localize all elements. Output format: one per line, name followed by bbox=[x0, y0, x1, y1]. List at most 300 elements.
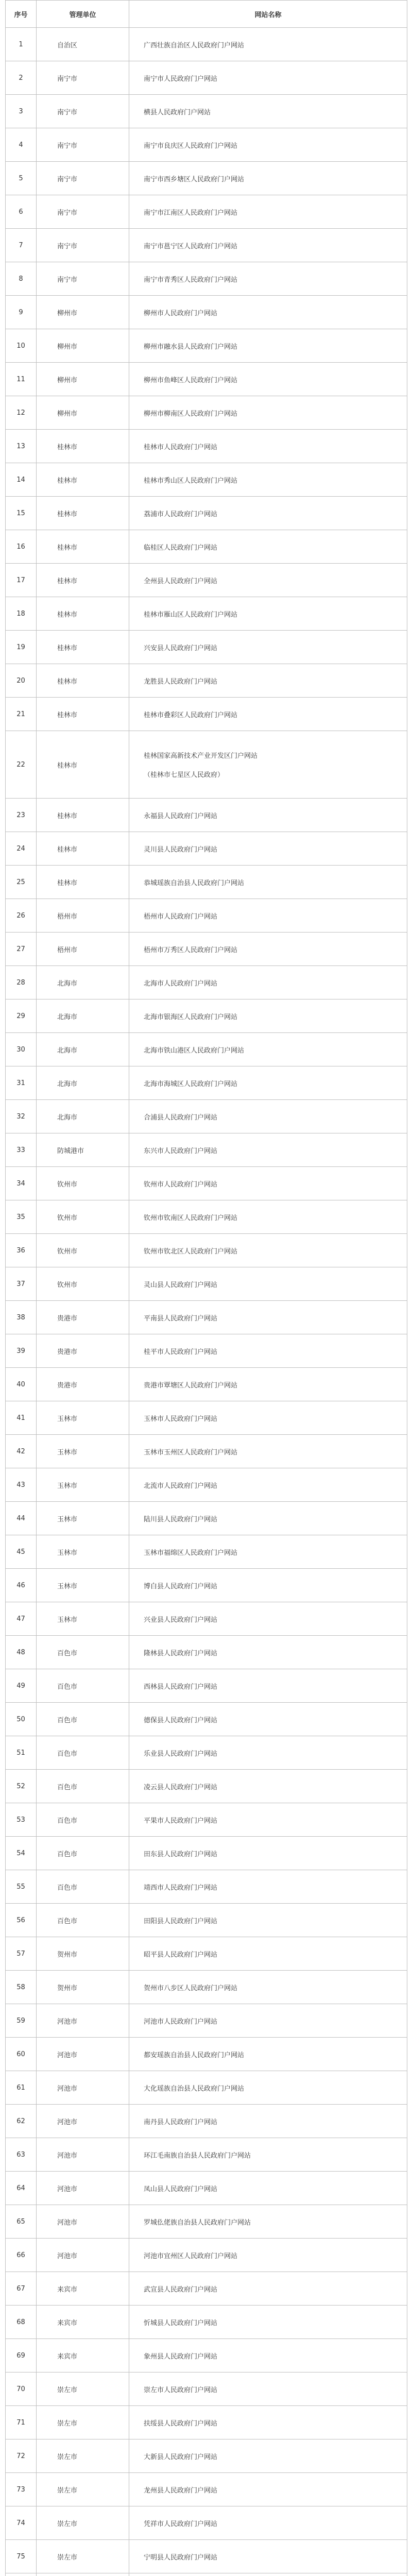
management-unit-cell: 桂林市 bbox=[37, 564, 129, 597]
website-list-table bbox=[5, 0, 407, 2576]
serial-cell: 41 bbox=[6, 1401, 37, 1435]
serial-cell: 72 bbox=[6, 2439, 37, 2473]
website-name-cell bbox=[129, 1100, 407, 1133]
website-name: 桂林市人民政府门户网站 bbox=[144, 443, 218, 451]
management-unit-cell: 桂林市 bbox=[37, 430, 129, 463]
serial-cell: 45 bbox=[6, 1535, 37, 1569]
serial-cell: 48 bbox=[6, 1636, 37, 1669]
management-unit-cell: 百色市 bbox=[37, 1703, 129, 1736]
website-name: 陆川县人民政府门户网站 bbox=[144, 1515, 218, 1523]
website-name-cell bbox=[129, 530, 407, 564]
table-row bbox=[6, 1435, 407, 1468]
management-unit-cell: 柳州市 bbox=[37, 363, 129, 396]
table-row bbox=[6, 2540, 407, 2573]
website-name-cell bbox=[129, 61, 407, 95]
website-name-cell bbox=[129, 799, 407, 832]
serial-cell: 47 bbox=[6, 1602, 37, 1636]
website-name-cell bbox=[129, 564, 407, 597]
website-name-cell bbox=[129, 2306, 407, 2339]
table-row bbox=[6, 1803, 407, 1837]
serial-cell: 67 bbox=[6, 2272, 37, 2306]
serial-cell: 7 bbox=[6, 229, 37, 262]
serial-cell: 58 bbox=[6, 1971, 37, 2004]
table-row bbox=[6, 1033, 407, 1066]
table-row bbox=[6, 229, 407, 262]
table-row bbox=[6, 1167, 407, 1200]
website-name-cell bbox=[129, 497, 407, 530]
website-name-cell bbox=[129, 1937, 407, 1971]
management-unit-cell: 桂林市 bbox=[37, 698, 129, 731]
website-name: 兴业县人民政府门户网站 bbox=[144, 1616, 218, 1624]
management-unit-cell: 玉林市 bbox=[37, 1602, 129, 1636]
table-row bbox=[6, 162, 407, 195]
table-row bbox=[6, 2205, 407, 2239]
table-row bbox=[6, 966, 407, 999]
website-name: 北海市海城区人民政府门户网站 bbox=[144, 1080, 238, 1088]
serial-cell: 46 bbox=[6, 1569, 37, 1602]
management-unit-cell: 南宁市 bbox=[37, 262, 129, 296]
table-row bbox=[6, 363, 407, 396]
serial-cell: 55 bbox=[6, 1870, 37, 1904]
table-row bbox=[6, 497, 407, 530]
website-name: 全州县人民政府门户网站 bbox=[144, 577, 218, 585]
website-name-cell bbox=[129, 1133, 407, 1167]
website-name-cell bbox=[129, 95, 407, 128]
website-name: 宁明县人民政府门户网站 bbox=[144, 2553, 218, 2562]
website-name: 柳州市柳南区人民政府门户网站 bbox=[144, 410, 238, 418]
website-name-cell bbox=[129, 2339, 407, 2372]
website-name-cell bbox=[129, 262, 407, 296]
serial-cell: 66 bbox=[6, 2239, 37, 2272]
website-name: 北海市银海区人民政府门户网站 bbox=[144, 1013, 238, 1021]
serial-cell: 30 bbox=[6, 1033, 37, 1066]
website-name-cell bbox=[129, 2406, 407, 2439]
management-unit-cell: 崇左市 bbox=[37, 2372, 129, 2406]
website-name-cell bbox=[129, 2473, 407, 2506]
website-name: 玉林市人民政府门户网站 bbox=[144, 1415, 218, 1423]
table-row bbox=[6, 1301, 407, 1334]
management-unit-cell: 桂林市 bbox=[37, 866, 129, 899]
table-row bbox=[6, 933, 407, 966]
website-name: 梧州市万秀区人民政府门户网站 bbox=[144, 946, 238, 954]
serial-cell: 40 bbox=[6, 1368, 37, 1401]
website-name-cell bbox=[129, 2540, 407, 2573]
management-unit-cell: 河池市 bbox=[37, 2172, 129, 2205]
serial-cell: 35 bbox=[6, 1200, 37, 1234]
website-name-cell bbox=[129, 1971, 407, 2004]
website-name: 南宁市江南区人民政府门户网站 bbox=[144, 209, 238, 217]
serial-cell: 16 bbox=[6, 530, 37, 564]
website-name-cell bbox=[129, 463, 407, 497]
table-row bbox=[6, 1971, 407, 2004]
website-name: 南丹县人民政府门户网站 bbox=[144, 2118, 218, 2126]
table-row bbox=[6, 1837, 407, 1870]
table-row bbox=[6, 2272, 407, 2306]
management-unit-cell: 河池市 bbox=[37, 2239, 129, 2272]
table-body bbox=[6, 28, 407, 2576]
serial-cell: 27 bbox=[6, 933, 37, 966]
serial-cell: 51 bbox=[6, 1736, 37, 1770]
serial-cell: 52 bbox=[6, 1770, 37, 1803]
serial-cell: 5 bbox=[6, 162, 37, 195]
management-unit-cell: 桂林市 bbox=[37, 832, 129, 866]
website-name: 东兴市人民政府门户网站 bbox=[144, 1147, 218, 1155]
serial-cell: 39 bbox=[6, 1334, 37, 1368]
management-unit-cell: 柳州市 bbox=[37, 396, 129, 430]
management-unit-cell bbox=[37, 2573, 129, 2576]
management-unit-cell: 河池市 bbox=[37, 2105, 129, 2138]
website-name: 兴安县人民政府门户网站 bbox=[144, 644, 218, 652]
table-row bbox=[6, 631, 407, 664]
website-name-cell bbox=[129, 363, 407, 396]
website-name: 梧州市人民政府门户网站 bbox=[144, 912, 218, 921]
website-name-note: （桂林市七星区人民政府） bbox=[144, 771, 225, 779]
management-unit-cell: 河池市 bbox=[37, 2004, 129, 2038]
website-name-cell bbox=[129, 2573, 407, 2576]
serial-cell: 15 bbox=[6, 497, 37, 530]
serial-cell: 18 bbox=[6, 597, 37, 631]
serial-cell: 70 bbox=[6, 2372, 37, 2406]
management-unit-cell: 北海市 bbox=[37, 1066, 129, 1100]
website-name: 大新县人民政府门户网站 bbox=[144, 2453, 218, 2461]
serial-cell: 56 bbox=[6, 1904, 37, 1937]
table-row bbox=[6, 2506, 407, 2540]
management-unit-cell: 百色市 bbox=[37, 1837, 129, 1870]
website-name: 都安瑶族自治县人民政府门户网站 bbox=[144, 2051, 245, 2059]
website-name: 隆林县人民政府门户网站 bbox=[144, 1649, 218, 1657]
management-unit-cell: 桂林市 bbox=[37, 631, 129, 664]
website-name: 钦州市人民政府门户网站 bbox=[144, 1180, 218, 1189]
table-row bbox=[6, 1703, 407, 1736]
website-name: 忻城县人民政府门户网站 bbox=[144, 2319, 218, 2327]
table-row bbox=[6, 95, 407, 128]
management-unit-cell: 百色市 bbox=[37, 1669, 129, 1703]
table-row bbox=[6, 1535, 407, 1569]
serial-cell: 59 bbox=[6, 2004, 37, 2038]
serial-cell: 1 bbox=[6, 28, 37, 61]
website-name-cell bbox=[129, 1870, 407, 1904]
website-name: 广西壮族自治区人民政府门户网站 bbox=[144, 41, 245, 49]
website-name-cell bbox=[129, 1368, 407, 1401]
serial-cell: 3 bbox=[6, 95, 37, 128]
website-name: 河池市宜州区人民政府门户网站 bbox=[144, 2252, 238, 2260]
serial-cell: 2 bbox=[6, 61, 37, 95]
website-name-cell bbox=[129, 2004, 407, 2038]
website-name: 玉林市玉州区人民政府门户网站 bbox=[144, 1448, 238, 1456]
management-unit-cell: 桂林市 bbox=[37, 597, 129, 631]
serial-cell: 28 bbox=[6, 966, 37, 999]
website-name: 钦州市钦北区人民政府门户网站 bbox=[144, 1247, 238, 1256]
website-name: 大化瑶族自治县人民政府门户网站 bbox=[144, 2084, 245, 2093]
website-name-cell bbox=[129, 2105, 407, 2138]
table-row bbox=[6, 396, 407, 430]
serial-cell: 44 bbox=[6, 1502, 37, 1535]
management-unit-cell: 崇左市 bbox=[37, 2506, 129, 2540]
website-name-cell bbox=[129, 296, 407, 329]
table-header-row bbox=[6, 1, 407, 28]
website-name-cell bbox=[129, 1669, 407, 1703]
serial-cell: 14 bbox=[6, 463, 37, 497]
website-name-cell bbox=[129, 2138, 407, 2172]
table-row bbox=[6, 2406, 407, 2439]
management-unit-cell: 贵港市 bbox=[37, 1301, 129, 1334]
management-unit-cell: 钦州市 bbox=[37, 1267, 129, 1301]
website-name-cell bbox=[129, 430, 407, 463]
table-row bbox=[6, 1100, 407, 1133]
management-unit-cell: 玉林市 bbox=[37, 1569, 129, 1602]
website-name: 南宁市人民政府门户网站 bbox=[144, 75, 218, 83]
website-name-cell bbox=[129, 899, 407, 933]
website-name: 北海市人民政府门户网站 bbox=[144, 979, 218, 988]
website-name-cell bbox=[129, 229, 407, 262]
serial-cell: 6 bbox=[6, 195, 37, 229]
website-name-cell bbox=[129, 999, 407, 1033]
serial-cell: 12 bbox=[6, 396, 37, 430]
website-name-cell bbox=[129, 2239, 407, 2272]
website-name-cell bbox=[129, 28, 407, 61]
table-row bbox=[6, 799, 407, 832]
website-name-cell bbox=[129, 1301, 407, 1334]
website-name: 河池市人民政府门户网站 bbox=[144, 2018, 218, 2026]
serial-cell: 22 bbox=[6, 731, 37, 799]
management-unit-cell: 钦州市 bbox=[37, 1200, 129, 1234]
website-name-cell bbox=[129, 1234, 407, 1267]
table-row bbox=[6, 2473, 407, 2506]
table-row bbox=[6, 597, 407, 631]
management-unit-cell: 桂林市 bbox=[37, 463, 129, 497]
serial-cell: 54 bbox=[6, 1837, 37, 1870]
website-name: 德保县人民政府门户网站 bbox=[144, 1716, 218, 1724]
management-unit-cell: 来宾市 bbox=[37, 2339, 129, 2372]
serial-cell: 60 bbox=[6, 2038, 37, 2071]
serial-cell: 20 bbox=[6, 664, 37, 698]
serial-cell: 32 bbox=[6, 1100, 37, 1133]
website-name-cell bbox=[129, 1200, 407, 1234]
website-name: 灵山县人民政府门户网站 bbox=[144, 1281, 218, 1289]
website-name: 桂林国家高新技术产业开发区门户网站 bbox=[144, 752, 258, 760]
table-row bbox=[6, 1368, 407, 1401]
website-name-cell bbox=[129, 698, 407, 731]
website-name: 贺州市八步区人民政府门户网站 bbox=[144, 1984, 238, 1992]
website-name: 北海市铁山港区人民政府门户网站 bbox=[144, 1046, 245, 1055]
serial-cell: 69 bbox=[6, 2339, 37, 2372]
management-unit-cell: 桂林市 bbox=[37, 799, 129, 832]
website-name: 柳州市融水县人民政府门户网站 bbox=[144, 343, 238, 351]
management-unit-cell: 崇左市 bbox=[37, 2540, 129, 2573]
table-row bbox=[6, 2138, 407, 2172]
website-name-cell bbox=[129, 1334, 407, 1368]
website-name: 南宁市良庆区人民政府门户网站 bbox=[144, 142, 238, 150]
management-unit-cell: 贺州市 bbox=[37, 1971, 129, 2004]
management-unit-cell: 百色市 bbox=[37, 1736, 129, 1770]
table-row bbox=[6, 1267, 407, 1301]
management-unit-cell: 玉林市 bbox=[37, 1502, 129, 1535]
management-unit-cell: 来宾市 bbox=[37, 2306, 129, 2339]
serial-cell: 53 bbox=[6, 1803, 37, 1837]
serial-cell: 26 bbox=[6, 899, 37, 933]
management-unit-cell: 梧州市 bbox=[37, 933, 129, 966]
serial-cell bbox=[6, 2573, 37, 2576]
management-unit-cell: 河池市 bbox=[37, 2038, 129, 2071]
website-name-cell bbox=[129, 1468, 407, 1502]
serial-cell: 31 bbox=[6, 1066, 37, 1100]
website-name: 凤山县人民政府门户网站 bbox=[144, 2185, 218, 2193]
management-unit-cell: 百色市 bbox=[37, 1904, 129, 1937]
website-name-cell bbox=[129, 1803, 407, 1837]
website-name-cell bbox=[129, 664, 407, 698]
management-unit-cell: 南宁市 bbox=[37, 128, 129, 162]
serial-cell: 57 bbox=[6, 1937, 37, 1971]
website-name: 恭城瑶族自治县人民政府门户网站 bbox=[144, 879, 245, 887]
website-name: 乐业县人民政府门户网站 bbox=[144, 1750, 218, 1758]
serial-cell: 10 bbox=[6, 329, 37, 363]
serial-cell: 37 bbox=[6, 1267, 37, 1301]
table-row bbox=[6, 866, 407, 899]
website-name-cell bbox=[129, 1703, 407, 1736]
management-unit-cell: 北海市 bbox=[37, 966, 129, 999]
table-row bbox=[6, 2172, 407, 2205]
management-unit-cell: 崇左市 bbox=[37, 2439, 129, 2473]
table-row bbox=[6, 530, 407, 564]
serial-cell: 73 bbox=[6, 2473, 37, 2506]
website-name: 合浦县人民政府门户网站 bbox=[144, 1113, 218, 1122]
website-name-cell bbox=[129, 329, 407, 363]
website-name-cell bbox=[129, 128, 407, 162]
management-unit-cell: 玉林市 bbox=[37, 1435, 129, 1468]
management-unit-cell: 北海市 bbox=[37, 1033, 129, 1066]
table-row bbox=[6, 1736, 407, 1770]
table-row bbox=[6, 664, 407, 698]
serial-cell: 13 bbox=[6, 430, 37, 463]
website-name: 昭平县人民政府门户网站 bbox=[144, 1951, 218, 1959]
table-row bbox=[6, 28, 407, 61]
serial-cell: 62 bbox=[6, 2105, 37, 2138]
serial-cell: 61 bbox=[6, 2071, 37, 2105]
website-name: 北流市人民政府门户网站 bbox=[144, 1482, 218, 1490]
serial-cell: 43 bbox=[6, 1468, 37, 1502]
website-name-cell bbox=[129, 966, 407, 999]
serial-cell: 11 bbox=[6, 363, 37, 396]
serial-cell: 25 bbox=[6, 866, 37, 899]
table-row bbox=[6, 2439, 407, 2473]
website-name: 南宁市青秀区人民政府门户网站 bbox=[144, 276, 238, 284]
table-row bbox=[6, 195, 407, 229]
website-name-cell bbox=[129, 731, 407, 799]
table-row bbox=[6, 1066, 407, 1100]
website-name: 南宁市邕宁区人民政府门户网站 bbox=[144, 242, 238, 250]
management-unit-cell: 百色市 bbox=[37, 1870, 129, 1904]
management-unit-cell: 河池市 bbox=[37, 2071, 129, 2105]
serial-cell: 19 bbox=[6, 631, 37, 664]
serial-cell: 21 bbox=[6, 698, 37, 731]
website-name: 象州县人民政府门户网站 bbox=[144, 2352, 218, 2361]
table-row bbox=[6, 2004, 407, 2038]
website-name-cell bbox=[129, 866, 407, 899]
management-unit-cell: 河池市 bbox=[37, 2138, 129, 2172]
management-unit-cell: 玉林市 bbox=[37, 1401, 129, 1435]
management-unit-cell: 南宁市 bbox=[37, 229, 129, 262]
serial-cell: 9 bbox=[6, 296, 37, 329]
website-name: 横县人民政府门户网站 bbox=[144, 108, 211, 116]
management-unit-cell: 北海市 bbox=[37, 1100, 129, 1133]
website-name-cell bbox=[129, 1904, 407, 1937]
website-name: 靖西市人民政府门户网站 bbox=[144, 1884, 218, 1892]
website-name: 平南县人民政府门户网站 bbox=[144, 1314, 218, 1323]
website-name: 永福县人民政府门户网站 bbox=[144, 812, 218, 820]
table-row bbox=[6, 463, 407, 497]
table-row bbox=[6, 1334, 407, 1368]
serial-cell: 24 bbox=[6, 832, 37, 866]
table-row bbox=[6, 999, 407, 1033]
serial-cell: 33 bbox=[6, 1133, 37, 1167]
table-row bbox=[6, 564, 407, 597]
table-row bbox=[6, 1569, 407, 1602]
serial-cell: 50 bbox=[6, 1703, 37, 1736]
management-unit-cell: 河池市 bbox=[37, 2205, 129, 2239]
management-unit-cell: 南宁市 bbox=[37, 162, 129, 195]
table-row bbox=[6, 1401, 407, 1435]
table-row bbox=[6, 262, 407, 296]
management-unit-cell: 百色市 bbox=[37, 1770, 129, 1803]
header-management-unit: 管理单位 bbox=[37, 1, 129, 28]
website-name: 柳州市人民政府门户网站 bbox=[144, 309, 218, 317]
management-unit-cell: 贺州市 bbox=[37, 1937, 129, 1971]
serial-cell: 17 bbox=[6, 564, 37, 597]
management-unit-cell: 防城港市 bbox=[37, 1133, 129, 1167]
website-name-cell bbox=[129, 1736, 407, 1770]
website-name-cell bbox=[129, 2172, 407, 2205]
website-name: 桂林市秀山区人民政府门户网站 bbox=[144, 477, 238, 485]
website-name-cell bbox=[129, 2272, 407, 2306]
website-name-cell bbox=[129, 1435, 407, 1468]
website-name-cell bbox=[129, 1167, 407, 1200]
website-name-cell bbox=[129, 2506, 407, 2540]
website-name: 崇左市人民政府门户网站 bbox=[144, 2386, 218, 2394]
website-name-cell bbox=[129, 1267, 407, 1301]
management-unit-cell: 贵港市 bbox=[37, 1368, 129, 1401]
serial-cell: 29 bbox=[6, 999, 37, 1033]
website-name: 平果市人民政府门户网站 bbox=[144, 1817, 218, 1825]
website-name-cell bbox=[129, 933, 407, 966]
website-name: 武宣县人民政府门户网站 bbox=[144, 2285, 218, 2294]
management-unit-cell: 桂林市 bbox=[37, 731, 129, 799]
management-unit-cell: 自治区 bbox=[37, 28, 129, 61]
serial-cell: 75 bbox=[6, 2540, 37, 2573]
table-row bbox=[6, 2573, 407, 2576]
website-name-cell bbox=[129, 1602, 407, 1636]
table-row bbox=[6, 296, 407, 329]
table-row bbox=[6, 1669, 407, 1703]
website-name: 临桂区人民政府门户网站 bbox=[144, 544, 218, 552]
table-row bbox=[6, 1602, 407, 1636]
serial-cell: 49 bbox=[6, 1669, 37, 1703]
website-name-cell bbox=[129, 1837, 407, 1870]
table-row bbox=[6, 2372, 407, 2406]
website-name-cell bbox=[129, 1569, 407, 1602]
management-unit-cell: 柳州市 bbox=[37, 296, 129, 329]
website-name-cell bbox=[129, 2071, 407, 2105]
website-name-cell bbox=[129, 396, 407, 430]
website-name: 柳州市鱼峰区人民政府门户网站 bbox=[144, 376, 238, 384]
table-row bbox=[6, 1904, 407, 1937]
management-unit-cell: 崇左市 bbox=[37, 2473, 129, 2506]
website-name: 田东县人民政府门户网站 bbox=[144, 1850, 218, 1858]
website-name-cell bbox=[129, 1033, 407, 1066]
table-row bbox=[6, 329, 407, 363]
management-unit-cell: 贵港市 bbox=[37, 1334, 129, 1368]
serial-cell: 38 bbox=[6, 1301, 37, 1334]
serial-cell: 34 bbox=[6, 1167, 37, 1200]
